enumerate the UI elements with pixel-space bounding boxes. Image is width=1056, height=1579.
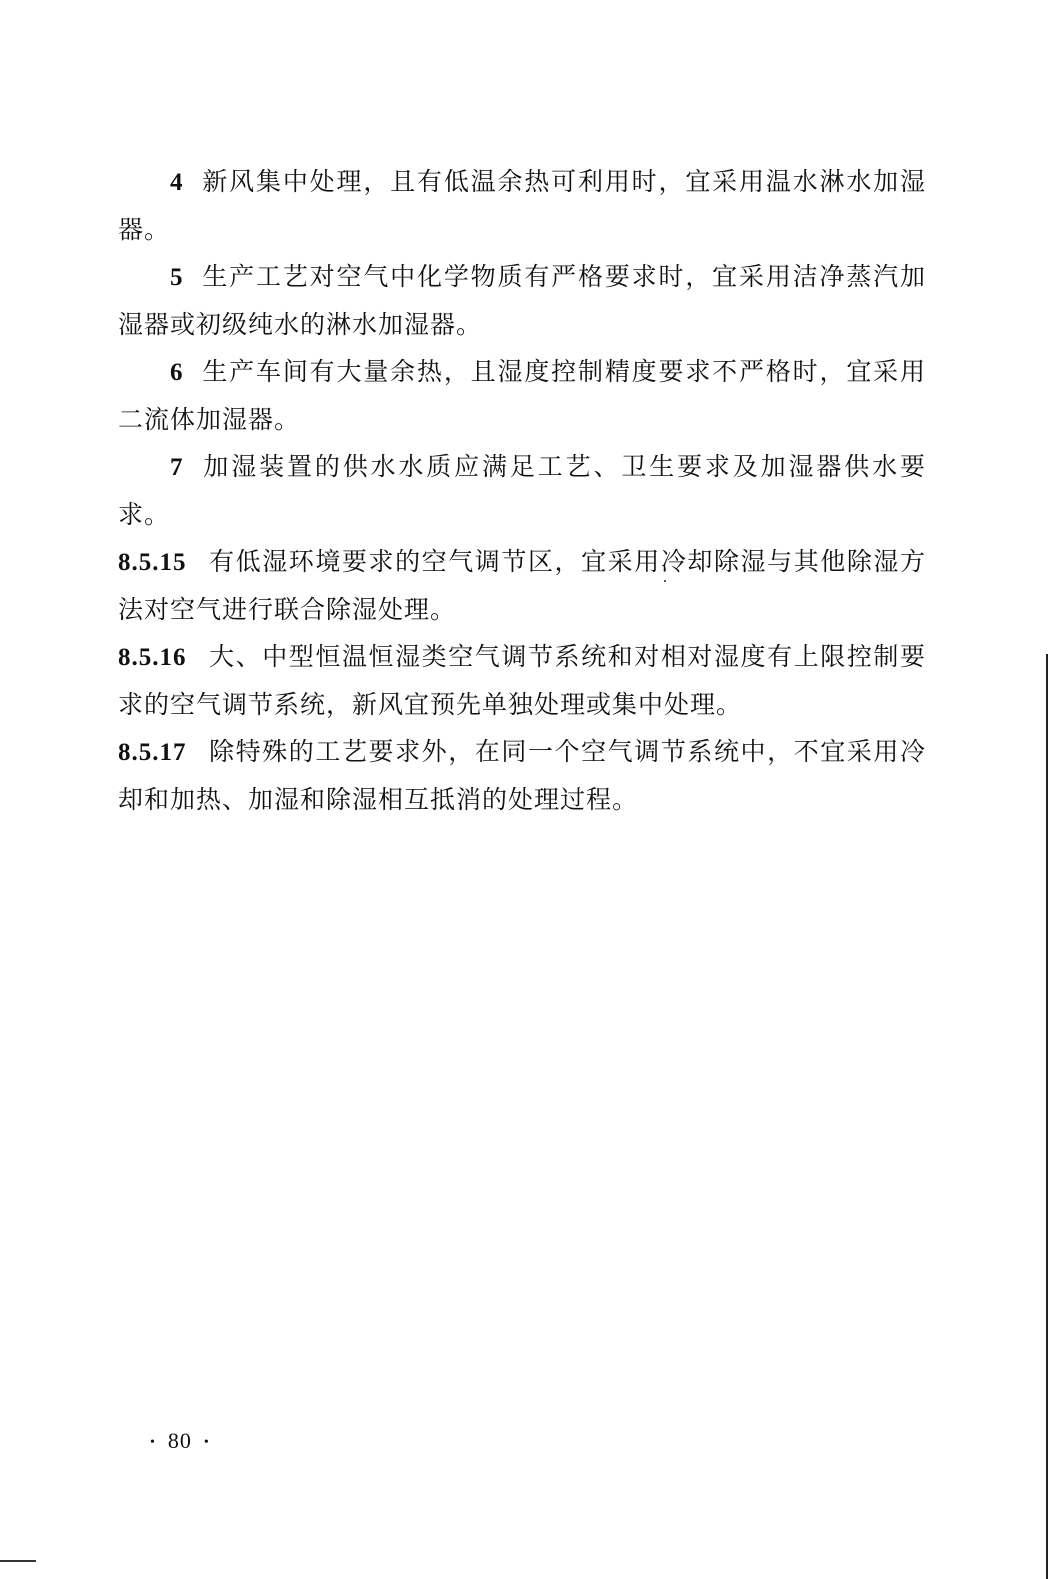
clause-text: 除特殊的工艺要求外，在同一个空气调节系统中，不宜采用冷却和加热、加湿和除湿相互抵消的处理过程。 — [118, 737, 926, 814]
item-number: 4 — [170, 169, 184, 196]
scan-speck — [664, 580, 666, 582]
document-body — [118, 158, 926, 823]
item-number: 6 — [170, 359, 184, 386]
clause-text: 大、中型恒温恒湿类空气调节系统和对相对湿度有上限控制要求的空气调节系统，新风宜预先单独处理或集中处理。 — [118, 642, 926, 719]
clause-8-5-16 — [118, 633, 926, 728]
item-6 — [118, 348, 926, 443]
scan-corner-mark — [0, 1560, 36, 1562]
clause-8-5-17 — [118, 728, 926, 823]
item-text: 新风集中处理，且有低温余热可利用时，宜采用温水淋水加湿器。 — [118, 167, 926, 244]
page-number-footer — [138, 1428, 222, 1454]
footer-dot-right: • — [203, 1434, 210, 1450]
item-text: 生产工艺对空气中化学物质有严格要求时，宜采用洁净蒸汽加湿器或初级纯水的淋水加湿器。 — [118, 262, 926, 339]
clause-number: 8.5.15 — [118, 549, 187, 576]
footer-dot-left: • — [150, 1434, 156, 1450]
item-4 — [118, 158, 926, 253]
item-text: 加湿装置的供水水质应满足工艺、卫生要求及加湿器供水要求。 — [118, 452, 926, 529]
item-number: 5 — [170, 264, 184, 291]
item-7 — [118, 443, 926, 538]
scan-edge-line — [1046, 654, 1048, 1579]
page-number: 80 — [167, 1428, 192, 1453]
item-text: 生产车间有大量余热，且湿度控制精度要求不严格时，宜采用二流体加湿器。 — [118, 357, 926, 434]
item-number: 7 — [170, 454, 184, 481]
clause-number: 8.5.16 — [118, 644, 187, 671]
clause-text: 有低湿环境要求的空气调节区，宜采用冷却除湿与其他除湿方法对空气进行联合除湿处理。 — [118, 547, 926, 624]
clause-number: 8.5.17 — [118, 739, 187, 766]
clause-8-5-15 — [118, 538, 926, 633]
item-5 — [118, 253, 926, 348]
